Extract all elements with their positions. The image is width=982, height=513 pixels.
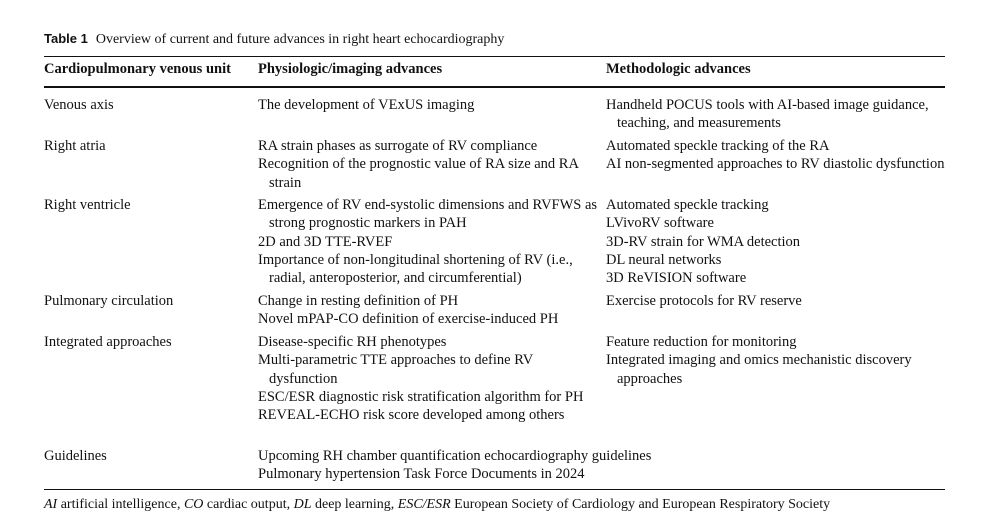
row-physio-venous-axis: [258, 96, 598, 114]
table-title: Overview of current and future advances in right heart echocardiography: [95, 32, 505, 47]
row-physio-right-ventricle: [258, 196, 598, 287]
footnote-def: deep learning: [314, 497, 391, 512]
method-entry: Exercise protocols for RV reserve: [606, 293, 802, 309]
row-method-right-atria: [606, 137, 945, 174]
row-unit-pulmonary-circulation: Pulmonary circulation: [44, 293, 174, 309]
header-method: Methodologic advances: [606, 61, 751, 77]
method-entry: LVivoRV software: [606, 215, 714, 232]
method-entry: 3D ReVISION software: [606, 270, 747, 287]
physio-entry: ESC/ESR diagnostic risk stratification algorithm for PH: [258, 388, 584, 405]
physio-entry: Recognition of the prognostic value of RA size and RA strain: [258, 156, 579, 191]
footnote-def: cardiac output: [206, 497, 287, 512]
row-physio-guidelines: [258, 447, 652, 484]
method-entry: Feature reduction for monitoring: [606, 334, 797, 350]
method-entry: Automated speckle tracking of the RA: [606, 138, 830, 154]
physio-entry: Disease-specific RH phenotypes: [258, 334, 447, 350]
row-physio-right-atria: [258, 137, 598, 192]
row-unit-venous-axis: Venous axis: [44, 97, 114, 113]
method-entry: Integrated imaging and omics mechanistic discovery approaches: [606, 352, 912, 387]
physio-entry: Emergence of RV end-systolic dimensions and RVFWS as strong prognostic markers in PAH: [258, 197, 598, 232]
method-entry: 3D-RV strain for WMA detection: [606, 233, 801, 250]
footnote-abbr: AI: [44, 497, 58, 512]
physio-entry: Change in resting definition of PH: [258, 293, 459, 309]
table-footnote: AI artificial intelligence, CO cardiac output, DL deep learning, ESC/ESR European Society of Cardiology and European Respiratory Society: [44, 497, 831, 512]
physio-entry: Multi-parametric TTE approaches to define RV dysfunction: [258, 352, 533, 387]
physio-entry: RA strain phases as surrogate of RV compliance: [258, 138, 538, 154]
method-entry: AI non-segmented approaches to RV diastolic dysfunction: [606, 156, 945, 173]
row-unit-guidelines: Guidelines: [44, 448, 107, 464]
physio-entry: Importance of non-longitudinal shortening of RV (i.e., radial, anteroposterior, and circumferential): [258, 251, 573, 287]
method-entry: Handheld POCUS tools with AI-based image guidance, teaching, and measurements: [606, 97, 929, 132]
bottom-rule: [44, 489, 945, 490]
table-caption: [44, 31, 504, 48]
footnote-abbr: DL: [293, 497, 312, 512]
row-physio-integrated-approaches: [258, 333, 598, 424]
physio-entry: The development of VExUS imaging: [258, 97, 475, 113]
row-method-pulmonary-circulation: [606, 292, 945, 310]
row-unit-right-ventricle: Right ventricle: [44, 197, 131, 213]
top-rule: [44, 56, 945, 57]
row-method-right-ventricle: [606, 196, 945, 287]
footnote-def: European Society of Cardiology and European Respiratory Society: [454, 497, 831, 512]
header-rule: [44, 86, 945, 88]
physio-entry: Upcoming RH chamber quantification echocardiography guidelines: [258, 448, 652, 464]
header-unit: Cardiopulmonary venous unit: [44, 61, 231, 77]
physio-entry: REVEAL-ECHO risk score developed among others: [258, 407, 565, 424]
row-method-venous-axis: [606, 96, 945, 133]
physio-entry: Pulmonary hypertension Task Force Documents in 2024: [258, 466, 585, 483]
physio-entry: 2D and 3D TTE-RVEF: [258, 233, 393, 250]
method-entry: Automated speckle tracking: [606, 197, 769, 213]
physio-entry: Novel mPAP-CO definition of exercise-induced PH: [258, 311, 559, 328]
row-unit-right-atria: Right atria: [44, 138, 106, 154]
header-physio: Physiologic/imaging advances: [258, 61, 443, 77]
row-method-integrated-approaches: [606, 333, 945, 388]
row-physio-pulmonary-circulation: [258, 292, 598, 329]
footnote-abbr: ESC/ESR: [397, 497, 451, 512]
row-unit-integrated-approaches: Integrated approaches: [44, 334, 172, 350]
table-label: Table 1: [44, 31, 88, 46]
footnote-abbr: CO: [183, 497, 204, 512]
method-entry: DL neural networks: [606, 251, 722, 268]
footnote-def: artificial intelligence: [60, 497, 177, 512]
